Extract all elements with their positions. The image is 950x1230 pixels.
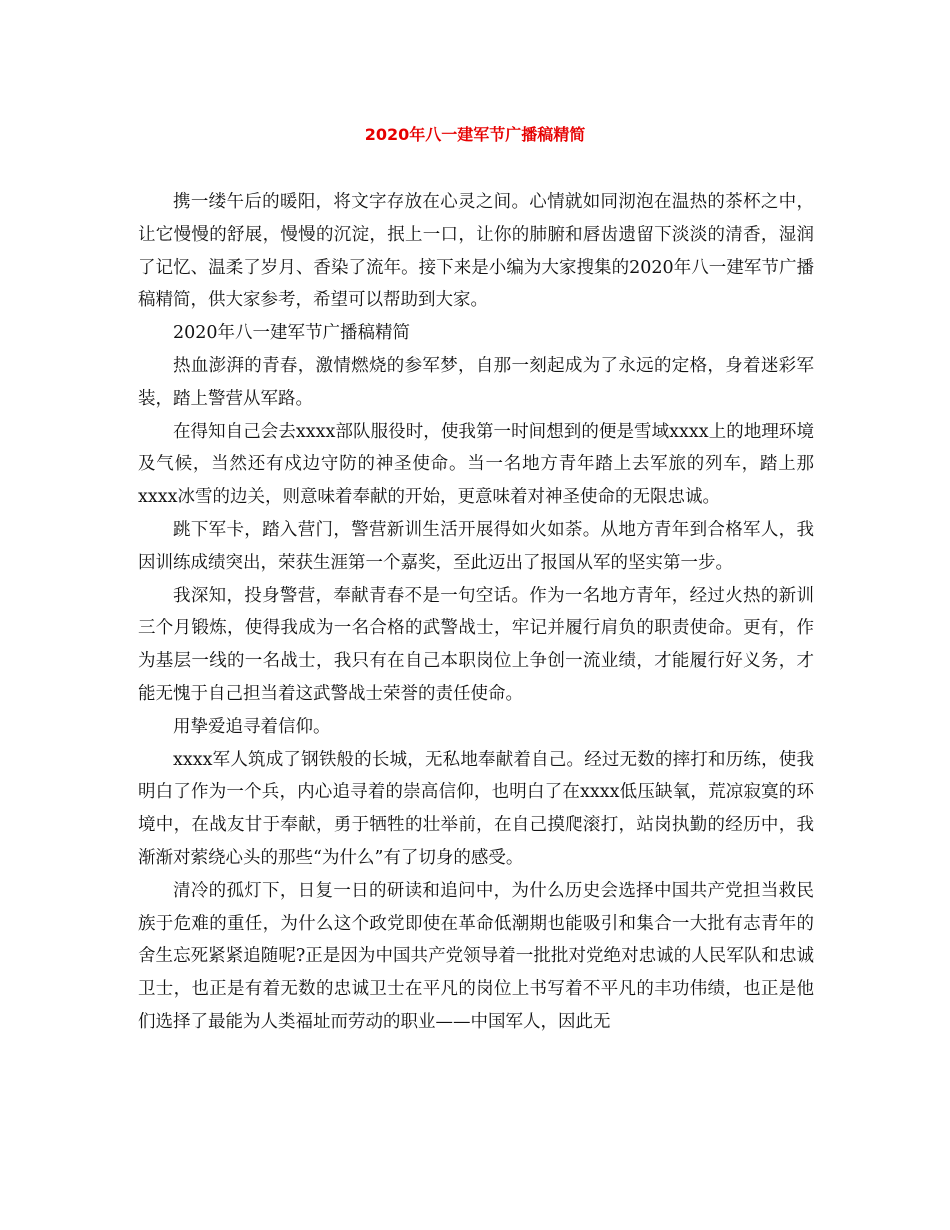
paragraph-intro: 携一缕午后的暖阳，将文字存放在心灵之间。心情就如同沏泡在温热的茶杯之中，让它慢慢的舒展，慢慢的沉淀，抿上一口，让你的肺腑和唇齿遗留下淡淡的清香，湿润了记忆、温柔了岁月、香染了流年。接下来是小编为大家搜集的2020年八一建军节广播稿精简，供大家参考，希望可以帮助到大家。 bbox=[138, 192, 814, 311]
paragraph-dedication: 我深知，投身警营，奉献青春不是一句空话。作为一名地方青年，经过火热的新训三个月锻炼，使得我成为一名合格的武警战士，牢记并履行肩负的职责使命。更有，作为基层一线的一名战士，我只有在自己本职岗位上争创一流业绩，才能履行好义务，才能无愧于自己担当着这武警战士荣誉的责任使命。 bbox=[138, 585, 814, 704]
document-title: 2020年八一建军节广播稿精简 bbox=[364, 125, 586, 144]
paragraph-great-wall: xxxx军人筑成了钢铁般的长城，无私地奉献着自己。经过无数的摔打和历练，使我明白了作为一个兵，内心追寻着的崇高信仰，也明白了在xxxx低压缺氧，荒凉寂寞的环境中，在战友甘于奉献，勇于牺牲的壮举前，在自己摸爬滚打，站岗执勤的经历中，我渐渐对萦绕心头的那些“为什么”有了切身的感受。 bbox=[138, 749, 814, 868]
document-body bbox=[138, 186, 814, 1039]
paragraph-training: 跳下军卡，踏入营门，警营新训生活开展得如火如荼。从地方青年到合格军人，我因训练成绩突出，荣获生涯第一个嘉奖，至此迈出了报国从军的坚实第一步。 bbox=[138, 519, 814, 573]
paragraph-service: 在得知自己会去xxxx部队服役时，使我第一时间想到的便是雪域xxxx上的地理环境及气候，当然还有戍边守防的神圣使命。当一名地方青年踏上去军旅的列车，踏上那xxxx冰雪的边关，则意味着奉献的开始，更意味着对神圣使命的无限忠诚。 bbox=[138, 421, 814, 508]
paragraph-history: 清冷的孤灯下，日复一日的研读和追问中，为什么历史会选择中国共产党担当救民族于危难的重任，为什么这个政党即使在革命低潮期也能吸引和集合一大批有志青年的舍生忘死紧紧追随呢?正是因为中国共产党领导着一批批对党绝对忠诚的人民军队和忠诚卫士，也正是有着无数的忠诚卫士在平凡的岗位上书写着不平凡的丰功伟绩，也正是他们选择了最能为人类福址而劳动的职业——中国军人，因此无 bbox=[138, 880, 814, 1032]
paragraph-subtitle: 2020年八一建军节广播稿精简 bbox=[173, 323, 411, 344]
paragraph-belief-heading: 用挚爱追寻着信仰。 bbox=[173, 716, 331, 737]
paragraph-youth: 热血澎湃的青春，激情燃烧的参军梦，自那一刻起成为了永远的定格，身着迷彩军装，踏上警营从军路。 bbox=[138, 355, 814, 409]
